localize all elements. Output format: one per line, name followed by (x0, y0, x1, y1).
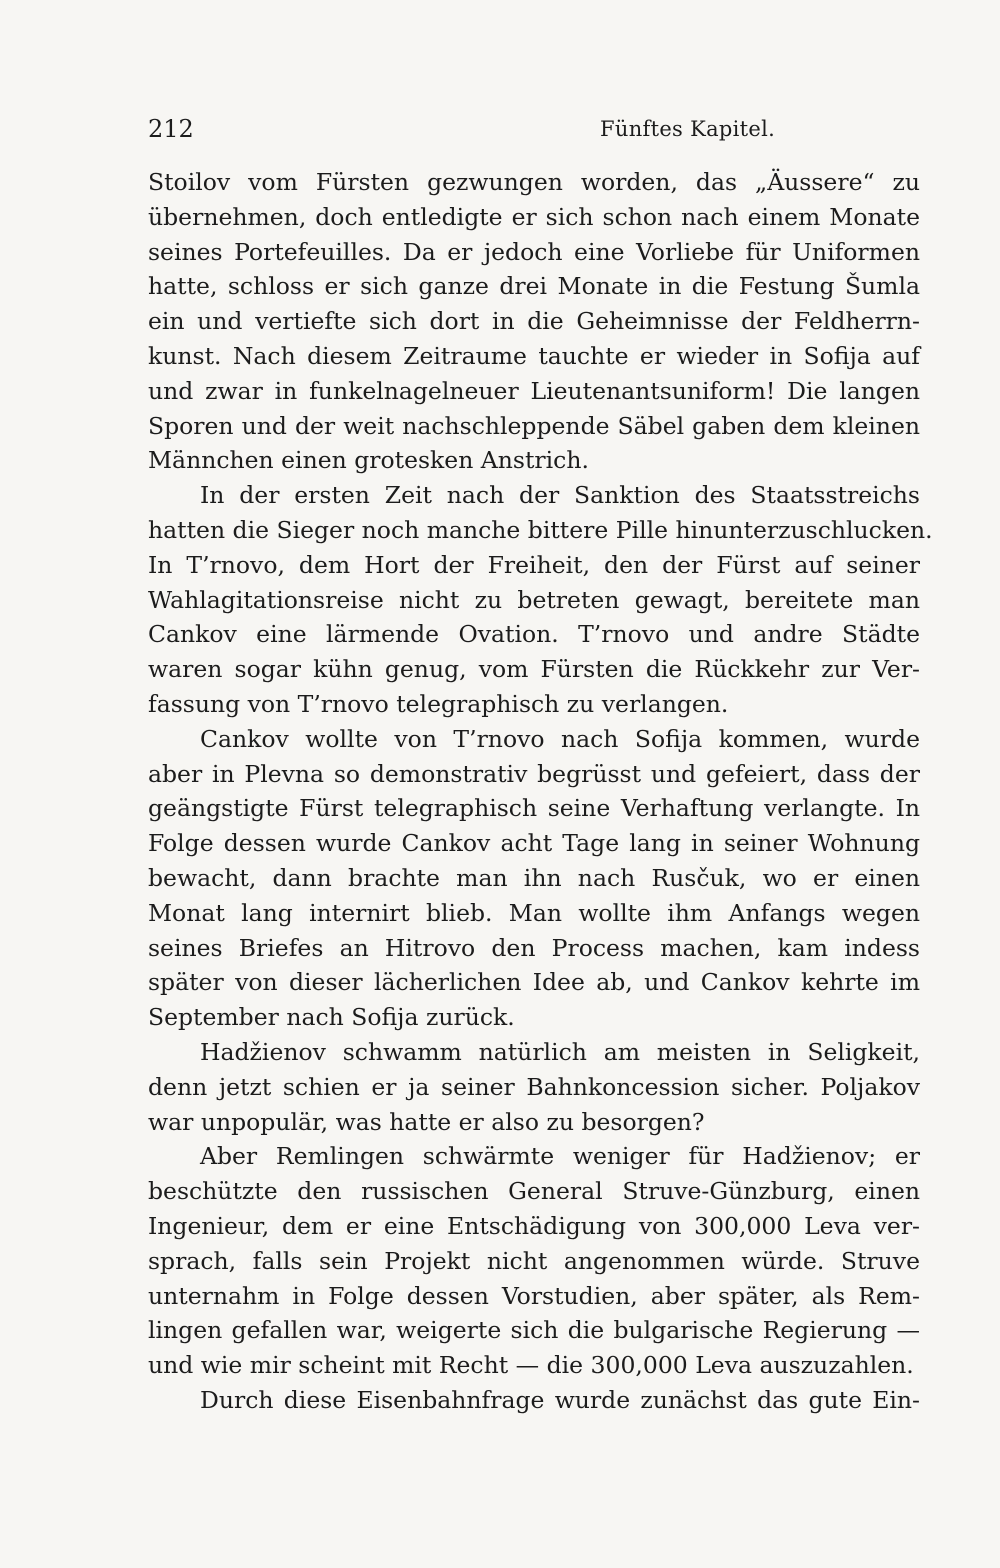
text-line: lingen gefallen war, weigerte sich die bulgarische Regierung — (148, 1316, 920, 1345)
text-line: hatte, schloss er sich ganze drei Monate in die Festung Šumla (148, 272, 920, 301)
paragraph-first-line: Cankov wollte von T’rnovo nach Sofija kommen, wurde (200, 724, 920, 753)
text-line: Cankov eine lärmende Ovation. T’rnovo und andre Städte (148, 620, 920, 649)
text-line: beschützte den russischen General Struve-Günzburg, einen (148, 1177, 920, 1206)
text-line: unternahm in Folge dessen Vorstudien, aber später, als Rem- (148, 1281, 920, 1310)
text-line: ein und vertiefte sich dort in die Geheimnisse der Feldherrn- (148, 307, 920, 336)
text-line: fassung von T’rnovo telegraphisch zu verlangen. (148, 689, 729, 718)
paragraph-first-line: Durch diese Eisenbahnfrage wurde zunächst das gute Ein- (200, 1385, 920, 1414)
text-line: und wie mir scheint mit Recht — die 300,000 Leva auszuzahlen. (148, 1351, 914, 1380)
paragraph-first-line: Hadžienov schwamm natürlich am meisten in Seligkeit, (200, 1037, 920, 1066)
running-title: Fünftes Kapitel. (600, 117, 776, 141)
text-line: waren sogar kühn genug, vom Fürsten die Rückkehr zur Ver- (148, 655, 920, 684)
text-line: Wahlagitationsreise nicht zu betreten gewagt, bereitete man (148, 585, 920, 614)
text-line: Ingenieur, dem er eine Entschädigung von 300,000 Leva ver- (148, 1211, 920, 1240)
text-line: übernehmen, doch entledigte er sich schon nach einem Monate (148, 202, 920, 231)
text-line: In T’rnovo, dem Hort der Freiheit, den der Fürst auf seiner (148, 550, 920, 579)
body-text (148, 165, 933, 1418)
page-number: 212 (148, 115, 194, 143)
text-line: aber in Plevna so demonstrativ begrüsst und gefeiert, dass der (148, 759, 920, 788)
text-line: sprach, falls sein Projekt nicht angenommen würde. Struve (148, 1246, 920, 1275)
text-line: Stoilov vom Fürsten gezwungen worden, das „Äussere“ zu (148, 168, 920, 196)
text-line: geängstigte Fürst telegraphisch seine Verhaftung verlangte. In (148, 794, 920, 823)
text-line: bewacht, dann brachte man ihn nach Rusčuk, wo er einen (148, 863, 920, 892)
text-line: Folge dessen wurde Cankov acht Tage lang in seiner Wohnung (148, 829, 920, 858)
text-line: und zwar in funkelnagelneuer Lieutenantsuniform! Die langen (148, 376, 920, 405)
paragraph-first-line: In der ersten Zeit nach der Sanktion des Staatsstreichs (200, 481, 920, 510)
text-line: Männchen einen grotesken Anstrich. (148, 446, 589, 475)
text-line: September nach Sofija zurück. (148, 1003, 515, 1032)
text-line: seines Portefeuilles. Da er jedoch eine Vorliebe für Uniformen (148, 237, 920, 266)
page-header (148, 112, 920, 146)
text-line: Monat lang internirt blieb. Man wollte ihm Anfangs wegen (148, 898, 920, 927)
paragraph-first-line: Aber Remlingen schwärmte weniger für Hadžienov; er (200, 1142, 920, 1171)
text-line: Sporen und der weit nachschleppende Säbel gaben dem kleinen (148, 411, 920, 440)
text-line: hatten die Sieger noch manche bittere Pille hinunterzuschlucken. (148, 515, 933, 544)
text-line: kunst. Nach diesem Zeitraume tauchte er wieder in Sofija auf (148, 341, 920, 370)
text-line: war unpopulär, was hatte er also zu besorgen? (148, 1107, 705, 1136)
text-line: denn jetzt schien er ja seiner Bahnkoncession sicher. Poljakov (148, 1072, 920, 1101)
text-line: später von dieser lächerlichen Idee ab, und Cankov kehrte im (148, 968, 920, 997)
text-line: seines Briefes an Hitrovo den Process machen, kam indess (148, 933, 920, 962)
